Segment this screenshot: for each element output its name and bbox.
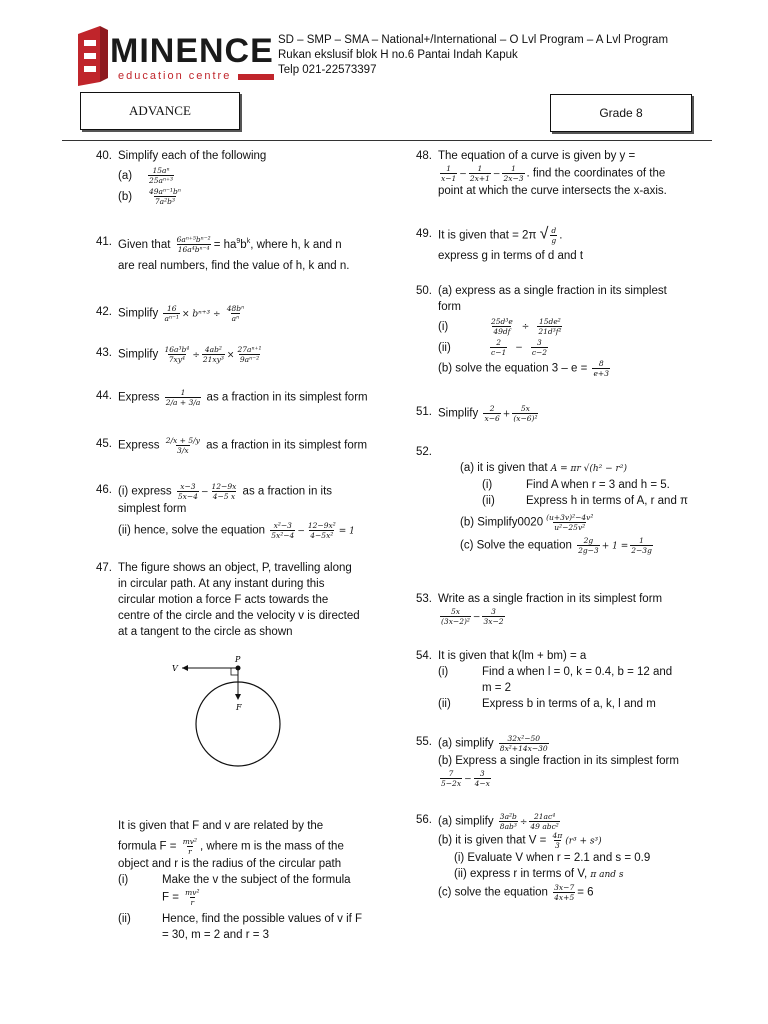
question-text: (a) simplify (438, 737, 494, 750)
question-text: b (240, 238, 247, 251)
operator: − (297, 526, 305, 537)
question-51 (416, 404, 716, 423)
fraction: 21ac⁴ 49 abc² (530, 812, 559, 831)
fraction: $\frac{d}{g}$ (551, 226, 557, 245)
operator: − (472, 612, 481, 623)
fraction: $\frac{\text{mv²}}{r}$ (185, 888, 200, 907)
question-text: Express b in terms of a, k, l and m (482, 698, 656, 710)
operator: − (200, 487, 209, 498)
part-label: (ii) (118, 913, 131, 925)
math-expression: = 6 (577, 886, 594, 899)
part-label: (b) (118, 190, 133, 203)
question-text: circular motion a force F acts towards the (118, 594, 329, 606)
fraction: $\frac{\text{12−9x²}}{\text{4−5x²}}$ (307, 521, 336, 540)
question-46 (96, 482, 396, 540)
fraction: $\frac{1}{x-1}$ (441, 164, 457, 183)
question-text: formula F = (118, 840, 177, 853)
fraction: $\frac{\text{x²−3}}{\text{5x²−4}}$ (271, 521, 295, 540)
fraction: $\frac{\text{3a²b}}{\text{8ab³}}$ (499, 812, 517, 831)
question-text: (b) Express a single fraction in its simplest form (438, 755, 679, 767)
header-phone: Telp 021-22573397 (278, 64, 377, 76)
label-v: V (172, 664, 178, 673)
question-number: 51. (416, 406, 432, 418)
operator: − (464, 774, 472, 785)
question-text: (b) Simplify0020 (460, 516, 544, 529)
question-56 (416, 812, 716, 902)
question-text: Hence, find the possible values of v if F (162, 913, 363, 925)
part-label: (ii) (482, 495, 495, 507)
fraction: $\frac{1}{2x-3}$ (503, 164, 524, 183)
question-text: Make the v the subject of the formula (162, 874, 351, 886)
question-text: (i) express (118, 485, 172, 498)
fraction: $\frac{3}{c-2}$ (531, 338, 548, 357)
fraction: $\frac{\text{mv²}}{r}$ (182, 837, 198, 856)
fraction: $\frac{16}{\text{aⁿ⁻¹}}$ (164, 304, 179, 323)
question-text: , where h, k and n (250, 238, 342, 251)
math-expression: + 1 = (601, 541, 629, 552)
operator: ÷ (192, 350, 200, 361)
math-expression: π and s (590, 870, 624, 880)
fraction: $\frac{\text{25d³e}}{49df}$ (491, 317, 513, 336)
question-number: 43. (96, 347, 112, 359)
question-text: It is given that k(lm + bm) = a (438, 650, 587, 662)
fraction: 49aⁿ⁻¹bⁿ 7a²b³ (149, 187, 181, 206)
question-text: Find a when l = 0, k = 0.4, b = 12 and (482, 666, 673, 678)
logo-wordmark: MINENCE (110, 32, 274, 70)
fraction: $\frac{\text{27aⁿ⁺¹}}{\text{9aⁿ⁻²}}$ (237, 345, 262, 364)
question-48: 48. The equation of a curve is given by y = $\frac{1}{x-1}$ − $\frac{1}{2x+1}$ − $\frac{1}{2x-3}$ . find the coordinates of the point at which the curve intersects the x-axis. (416, 148, 716, 199)
fraction: $\frac{2/x + 5/y}{3/x}$ (165, 436, 200, 455)
question-50: 50. (a) express as a single fraction in its simplest form (i) $\frac{\text{25d³e}}{49df}$ ÷ $\frac{\text{15de²}}{\text{21d³f²}}$ (ii) 2 c−1 − $\frac{3}{c-2}$ (b) solve the equation 3 – e = $\frac{8}{e+3}$ (416, 283, 716, 378)
question-53 (416, 591, 716, 626)
header-programs: SD – SMP – SMA – National+/International – O Lvl Program – A Lvl Program (278, 34, 669, 46)
question-text: as a fraction in its simplest form (206, 439, 368, 452)
question-text: . find the coordinates of the (526, 167, 666, 180)
fraction: $\frac{3x-7}{4x+5}$ (554, 883, 575, 902)
grade-box: Grade 8 (550, 94, 692, 132)
question-49: 49. It is given that = 2π √ $\frac{d}{g}$ . express g in terms of d and t (416, 226, 716, 264)
header-info (278, 33, 668, 78)
question-text: It is given that F and v are related by the (118, 820, 324, 832)
operator: + (502, 409, 511, 420)
label-f: F (236, 703, 242, 712)
fraction: $\frac{7}{5-2x}$ (441, 769, 462, 788)
header-divider (62, 140, 712, 141)
question-text: Express (118, 439, 160, 452)
question-number: 52. (416, 446, 432, 458)
question-text: The figure shows an object, P, travelling along (118, 562, 352, 574)
question-41: 41. Given that $\frac{\text{6aⁿ⁺⁵bⁿ⁻²}}{\text{16a⁴bⁿ⁻⁴}}$ = $ha^9b^k$, where h, k and n are real numbers, find the value of h, k and n. (96, 234, 396, 274)
question-43 (96, 345, 396, 364)
circular-motion-figure (168, 654, 288, 774)
question-text: (b) it is given that V = (438, 834, 547, 847)
fraction: $\frac{2g}{2g-3}$ (578, 536, 599, 555)
fraction: $\frac{\text{(u+3v)²−4v²}}{\text{u²−25v²}}$ (546, 513, 594, 532)
fraction: $\frac{3}{4-x}$ (474, 769, 490, 788)
question-text: (a) express as a single fraction in its simplest (438, 285, 667, 297)
question-text: , where m is the mass of the (200, 840, 344, 853)
question-text: Find A when r = 3 and h = 5. (526, 479, 670, 491)
question-55 (416, 734, 716, 788)
question-45 (96, 436, 396, 455)
question-number: 44. (96, 390, 112, 402)
fraction: 15aⁿ 25aⁿ⁺³ (149, 166, 174, 185)
question-text: F = (162, 891, 179, 904)
question-text: Simplify (438, 407, 479, 420)
question-47-continued (118, 818, 388, 943)
fraction: $\frac{2}{x-6}$ (484, 404, 500, 423)
question-text: (b) solve the equation 3 – e = (438, 362, 588, 375)
fraction: $\frac{3}{3x-2}$ (483, 607, 504, 626)
fraction: $\frac{5x}{\text{(3x−2)²}}$ (441, 607, 470, 626)
part-label: (i) (482, 479, 493, 491)
question-text: centre of the circle and the velocity v is directed (118, 610, 360, 622)
force-arrowhead (235, 694, 241, 700)
fraction: $\frac{\text{48bⁿ}}{\text{aⁿ}}$ (226, 304, 245, 323)
operator: ÷ (521, 321, 530, 332)
question-text: Express (118, 391, 160, 404)
part-label: (a) (118, 169, 133, 182)
fraction: $\frac{x-3}{5x-4}$ (177, 482, 198, 501)
part-label: (ii) (438, 341, 451, 354)
question-text: m = 2 (482, 682, 512, 694)
question-number: 40. (96, 150, 112, 162)
label-p: P (235, 655, 241, 664)
level-box: ADVANCE (80, 92, 240, 130)
question-text: point at which the curve intersects the x-axis. (438, 185, 667, 197)
part-label: (i) (438, 320, 449, 333)
question-number: 56. (416, 814, 432, 826)
question-text: (i) Evaluate V when r = 2.1 and s = 0.9 (454, 852, 651, 864)
question-text: object and r is the radius of the circular path (118, 858, 342, 870)
question-40 (96, 148, 396, 206)
logo-subtitle: education centre (118, 70, 232, 82)
fraction: $\frac{\text{32x²−50}}{\text{8x²+14x−30}}$ (499, 734, 548, 753)
operator: × (226, 350, 235, 361)
question-number: 47. (96, 562, 112, 574)
question-54 (416, 648, 716, 712)
part-label: (i) (118, 874, 129, 886)
question-text: at a tangent to the circle as shown (118, 626, 293, 638)
question-number: 49. (416, 228, 432, 240)
fraction: $\frac{\text{6aⁿ⁺⁵bⁿ⁻²}}{\text{16a⁴bⁿ⁻⁴}}$ (176, 235, 211, 255)
math-expression: A = πr √(h² − r²) (550, 464, 627, 474)
question-text: (a) simplify (438, 815, 494, 828)
question-text: as a fraction in its simplest form (206, 391, 368, 404)
fraction: $\frac{1}{2x+1}$ (469, 164, 490, 183)
fraction: 2 c−1 (491, 338, 507, 357)
fraction: $\frac{4\pi}{3}$ (552, 831, 563, 850)
question-number: 55. (416, 736, 432, 748)
question-42 (96, 304, 396, 323)
velocity-arrowhead (182, 665, 188, 671)
question-number: 46. (96, 484, 112, 496)
question-text: Given that (118, 238, 171, 251)
question-number: 50. (416, 285, 432, 297)
logo-accent-bar (238, 74, 274, 80)
math-expression: (r³ + s³) (565, 836, 602, 847)
question-text: (ii) express r in terms of V, (454, 868, 588, 880)
header-address: Rukan ekslusif blok H no.6 Pantai Indah Kapuk (278, 49, 518, 61)
question-text: (c) solve the equation (438, 886, 548, 899)
question-number: 48. (416, 150, 432, 162)
question-number: 41. (96, 236, 112, 248)
fraction: $\frac{\text{15de²}}{\text{21d³f²}}$ (538, 317, 562, 336)
fraction: $\frac{\text{4ab²}}{\text{21xy³}}$ (202, 345, 224, 364)
question-text: simplest form (118, 503, 187, 515)
fraction: $\frac{5x}{\text{(x−6)²}}$ (513, 404, 538, 423)
question-text: as a fraction in its (242, 485, 333, 498)
fraction: $\frac{1}{2-3g}$ (631, 536, 652, 555)
question-44 (96, 388, 396, 407)
fraction: $\frac{8}{e+3}$ (593, 359, 609, 378)
question-number: 45. (96, 438, 112, 450)
question-text: (ii) hence, solve the equation (118, 524, 266, 537)
question-number: 42. (96, 306, 112, 318)
question-52 (416, 444, 716, 555)
operator: ÷ (519, 817, 528, 828)
question-text: = 30, m = 2 and r = 3 (162, 929, 270, 941)
question-text: form (438, 301, 461, 313)
question-text: express g in terms of d and t (438, 250, 584, 262)
fraction: $\frac{\text{16a³b⁴}}{\text{7xy⁴}}$ (164, 345, 190, 364)
math-expression: = 1 (338, 526, 355, 537)
logo-e-icon (78, 26, 108, 86)
math-expression: × bⁿ⁺³ ÷ (181, 309, 221, 320)
part-label: (i) (438, 666, 449, 678)
question-text: Write as a single fraction in its simplest form (438, 593, 663, 605)
question-text: It is given that = 2π (438, 229, 537, 242)
question-47 (96, 560, 386, 640)
question-text: are real numbers, find the value of h, k and n. (118, 260, 350, 273)
question-text: The equation of a curve is given by y = (438, 150, 636, 162)
question-text: (a) it is given that (460, 462, 548, 474)
question-text: = ha (213, 238, 237, 251)
fraction: $\frac{12-9x}{4-5 x}$ (211, 482, 237, 501)
part-label: (ii) (438, 698, 451, 710)
question-text: Simplify each of the following (118, 150, 267, 162)
object-p (236, 666, 241, 671)
question-number: 54. (416, 650, 432, 662)
question-text: Simplify (118, 348, 159, 361)
question-number: 53. (416, 593, 432, 605)
question-text: (c) Solve the equation (460, 539, 572, 552)
fraction: $\frac{1}{2/a + 3/a}$ (165, 388, 201, 407)
question-text: in circular path. At any instant during this (118, 578, 325, 590)
question-text: Express h in terms of A, r and π (526, 495, 688, 507)
question-text: Simplify (118, 307, 159, 320)
